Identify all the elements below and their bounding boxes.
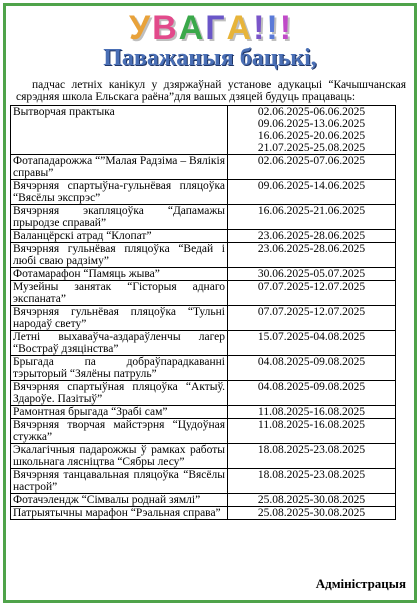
table-row <box>11 205 396 230</box>
activity-dates <box>228 243 396 268</box>
activity-dates <box>228 507 396 520</box>
banner-letter: У <box>128 9 151 47</box>
signature: Адміністрацыя <box>315 576 406 591</box>
table-row <box>11 494 396 507</box>
date-range: 23.06.2025-28.06.2025 <box>257 243 366 255</box>
schedule-table <box>10 105 396 520</box>
activity-dates <box>228 155 396 180</box>
date-range: 11.08.2025-16.08.2025 <box>258 406 365 418</box>
table-row <box>11 268 396 281</box>
table-row <box>11 106 396 155</box>
table-row <box>11 419 396 444</box>
date-range: 07.07.2025-12.07.2025 <box>257 306 366 318</box>
table-row <box>11 356 396 381</box>
table-row <box>11 306 396 331</box>
table-row <box>11 243 396 268</box>
activity-dates <box>228 180 396 205</box>
activity-name: Фотачэлендж “Сімвалы роднай зямлі” <box>11 494 228 507</box>
banner-letter: ! <box>266 9 278 47</box>
table-row <box>11 406 396 419</box>
activity-dates <box>228 444 396 469</box>
activity-name: Экалагічныя падарожжы ў рамках работы школьнага лясніцтва “Сябры лесу” <box>11 444 228 469</box>
activity-dates <box>228 469 396 494</box>
activity-name: Рамонтная брыгада “Зрабі сам” <box>11 406 228 419</box>
activity-name: Фотамарафон “Памяць жыва” <box>11 268 228 281</box>
activity-name: Валанцёрскі атрад “Клопат” <box>11 230 228 243</box>
activity-dates <box>228 331 396 356</box>
activity-name: Вячэрняя гульнёвая пляцоўка “Ведай і любі сваю радзіму” <box>11 243 228 268</box>
date-range: 16.06.2025-21.06.2025 <box>257 205 366 217</box>
activity-name: Фотападарожжа “”Малая Радзіма – Вялікія справы” <box>11 155 228 180</box>
activity-name: Летні выхаваўча-аздараўленчы лагер “Востраў дзяцінства” <box>11 331 228 356</box>
table-row <box>11 331 396 356</box>
date-range: 18.08.2025-23.08.2025 <box>257 444 366 456</box>
activity-dates <box>228 268 396 281</box>
activity-name: Вячэрняя творчая майстэрня “Цудоўная стужка” <box>11 419 228 444</box>
table-row <box>11 444 396 469</box>
table-row <box>11 155 396 180</box>
banner-letter: ! <box>253 9 265 47</box>
date-range: 07.07.2025-12.07.2025 <box>257 281 366 293</box>
date-range: 11.08.2025-16.08.2025 <box>258 419 365 431</box>
date-range: 02.06.2025-07.06.2025 <box>257 155 366 167</box>
activity-name: Брыгада па добраўпарадкаванні тэрыторый “Зялёны патруль” <box>11 356 228 381</box>
activity-dates <box>228 281 396 306</box>
activity-dates <box>228 106 396 155</box>
table-row <box>11 230 396 243</box>
activity-dates <box>228 494 396 507</box>
intro-paragraph: падчас летніх канікул у дзяржаўнай установе адукацыі “Качышчанская сярэдняя школа Ельскага раёна”для вашых дзяцей будуць працаваць: <box>16 79 406 103</box>
date-range: 04.08.2025-09.08.2025 <box>257 381 366 393</box>
date-range: 09.06.2025-13.06.2025 <box>257 118 366 130</box>
activity-dates <box>228 230 396 243</box>
banner-letter: ! <box>279 9 292 47</box>
activity-dates <box>228 381 396 406</box>
activity-name: Патрыятычны марафон “Рэальная справа” <box>11 507 228 520</box>
table-row <box>11 180 396 205</box>
date-range: 25.08.2025-30.08.2025 <box>257 507 366 519</box>
banner-letter: А <box>178 9 204 47</box>
date-range: 25.08.2025-30.08.2025 <box>257 494 366 506</box>
date-range: 02.06.2025-06.06.2025 <box>257 106 366 118</box>
table-row <box>11 507 396 520</box>
activity-dates <box>228 419 396 444</box>
activity-name: Музейны занятак “Гісторыя аднаго экспаната” <box>11 281 228 306</box>
activity-name: Вячэрняя экапляцоўка “Дапамажы прыродзе справай” <box>11 205 228 230</box>
activity-dates <box>228 306 396 331</box>
table-row <box>11 469 396 494</box>
date-range: 16.06.2025-20.06.2025 <box>257 130 366 142</box>
banner-letter: В <box>152 9 177 47</box>
banner-letter: А <box>226 9 252 47</box>
activity-dates <box>228 205 396 230</box>
date-range: 30.06.2025-05.07.2025 <box>257 268 366 280</box>
date-range: 04.08.2025-09.08.2025 <box>257 356 366 368</box>
date-range: 15.07.2025-04.08.2025 <box>257 331 366 343</box>
activity-name: Вячэрняя спартыўная пляцоўка “Актыў. Здароўе. Пазітыў” <box>11 381 228 406</box>
poster <box>3 3 417 603</box>
date-range: 23.06.2025-28.06.2025 <box>257 230 366 242</box>
date-range: 18.08.2025-23.08.2025 <box>257 469 366 481</box>
activity-name: Вячэрняя спартыўна-гульнёвая пляцоўка “Вясёлы экспрэс” <box>11 180 228 205</box>
activity-name: Вытворчая практыка <box>11 106 228 155</box>
activity-dates <box>228 406 396 419</box>
greeting-title: Паважаныя бацькі, <box>103 45 317 71</box>
banner-letter: Г <box>205 9 225 47</box>
table-row <box>11 381 396 406</box>
table-row <box>11 281 396 306</box>
attention-banner <box>6 10 414 46</box>
date-range: 21.07.2025-25.08.2025 <box>257 142 366 154</box>
activity-name: Вячэрняя танцавальная пляцоўка “Вясёлы настрой” <box>11 469 228 494</box>
date-range: 09.06.2025-14.06.2025 <box>257 180 366 192</box>
activity-name: Вячэрняя гульнёвая пляцоўка “Тульні народаў свету” <box>11 306 228 331</box>
activity-dates <box>228 356 396 381</box>
